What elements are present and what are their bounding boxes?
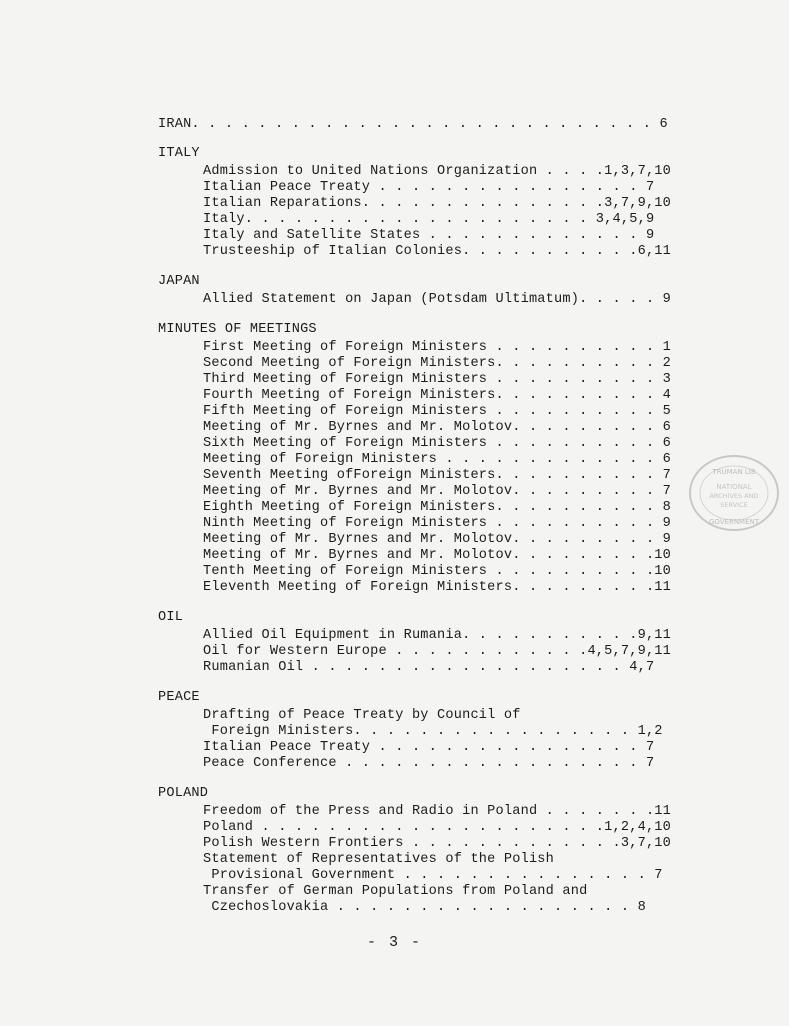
index-entry: Rumanian Oil . . . . . . . . . . . . . . . . . . . 4,7: [203, 660, 655, 675]
index-entry: Peace Conference . . . . . . . . . . . . . . . . . . 7: [203, 756, 655, 771]
index-entry: Czechoslovakia . . . . . . . . . . . . . . . . . . 8: [203, 900, 646, 915]
index-entry: Meeting of Mr. Byrnes and Mr. Molotov. . . . . . . . . 7: [203, 484, 672, 499]
page-number: - 3 -: [366, 934, 422, 951]
index-entry: Polish Western Frontiers . . . . . . . . . . . . .3,7,10: [203, 836, 672, 851]
section-heading-oil: OIL: [158, 610, 184, 625]
index-entry: Allied Oil Equipment in Rumania. . . . . . . . . . .9,11: [203, 628, 672, 643]
section-heading-poland: POLAND: [158, 786, 209, 801]
index-entry: Oil for Western Europe . . . . . . . . . . . .4,5,7,9,11: [203, 644, 672, 659]
index-entry: Italian Peace Treaty . . . . . . . . . . . . . . . . 7: [203, 740, 655, 755]
index-entry: Provisional Government . . . . . . . . . . . . . . . 7: [203, 868, 663, 883]
index-entry: Trusteeship of Italian Colonies. . . . . . . . . . .6,11: [203, 244, 672, 259]
index-entry: Admission to United Nations Organization . . . .1,3,7,10: [203, 164, 672, 179]
index-entry: Eighth Meeting of Foreign Ministers. . . . . . . . . . 8: [203, 500, 672, 515]
index-entry: Italy. . . . . . . . . . . . . . . . . . . . . 3,4,5,9: [203, 212, 655, 227]
index-entry: Meeting of Mr. Byrnes and Mr. Molotov. . . . . . . . .10: [203, 548, 672, 563]
index-entry: Ninth Meeting of Foreign Ministers . . . . . . . . . . 9: [203, 516, 672, 531]
index-entry: Tenth Meeting of Foreign Ministers . . . . . . . . . .10: [203, 564, 672, 579]
section-heading-iran: IRAN. . . . . . . . . . . . . . . . . . . . . . . . . . . . 6: [158, 117, 668, 132]
index-entry: Transfer of German Populations from Poland and: [203, 884, 588, 899]
svg-text:TRUMAN LIB: TRUMAN LIB: [712, 468, 756, 476]
section-heading-peace: PEACE: [158, 690, 200, 705]
index-entry: Meeting of Mr. Byrnes and Mr. Molotov. . . . . . . . . 6: [203, 420, 672, 435]
section-heading-japan: JAPAN: [158, 274, 200, 289]
index-entry: Italy and Satellite States . . . . . . . . . . . . . 9: [203, 228, 655, 243]
index-entry: Foreign Ministers. . . . . . . . . . . . . . . . . 1,2: [203, 724, 663, 739]
index-entry: Seventh Meeting ofForeign Ministers. . . . . . . . . . 7: [203, 468, 672, 483]
index-entry: Second Meeting of Foreign Ministers. . . . . . . . . . 2: [203, 356, 672, 371]
index-entry: Eleventh Meeting of Foreign Ministers. . . . . . . . .11: [203, 580, 672, 595]
index-entry: Meeting of Mr. Byrnes and Mr. Molotov. . . . . . . . . 9: [203, 532, 672, 547]
index-entry: Meeting of Foreign Ministers . . . . . . . . . . . . . 6: [203, 452, 672, 467]
index-entry: Sixth Meeting of Foreign Ministers . . . . . . . . . . 6: [203, 436, 672, 451]
index-entry: Third Meeting of Foreign Ministers . . . . . . . . . . 3: [203, 372, 672, 387]
index-entry: Fifth Meeting of Foreign Ministers . . . . . . . . . . 5: [203, 404, 672, 419]
index-entry: Poland . . . . . . . . . . . . . . . . . . . . .1,2,4,10: [203, 820, 672, 835]
index-entry: Drafting of Peace Treaty by Council of: [203, 708, 521, 723]
section-heading-minutes-of-meetings: MINUTES OF MEETINGS: [158, 322, 317, 337]
section-heading-italy: ITALY: [158, 146, 200, 161]
index-entry: Italian Peace Treaty . . . . . . . . . . . . . . . . 7: [203, 180, 655, 195]
svg-text:NATIONAL: NATIONAL: [716, 483, 752, 491]
svg-text:ARCHIVES AND: ARCHIVES AND: [709, 492, 759, 500]
svg-text:SERVICE: SERVICE: [720, 501, 748, 509]
index-entry: Fourth Meeting of Foreign Ministers. . . . . . . . . . 4: [203, 388, 672, 403]
index-entry: Freedom of the Press and Radio in Poland . . . . . . .11: [203, 804, 672, 819]
index-entry: First Meeting of Foreign Ministers . . . . . . . . . . 1: [203, 340, 672, 355]
svg-text:GOVERNMENT: GOVERNMENT: [708, 518, 760, 526]
index-entry: Allied Statement on Japan (Potsdam Ultimatum). . . . . 9: [203, 292, 672, 307]
index-entry: Italian Reparations. . . . . . . . . . . . . . .3,7,9,10: [203, 196, 672, 211]
index-entry: Statement of Representatives of the Polish: [203, 852, 555, 867]
archive-stamp-icon: [685, 452, 783, 534]
